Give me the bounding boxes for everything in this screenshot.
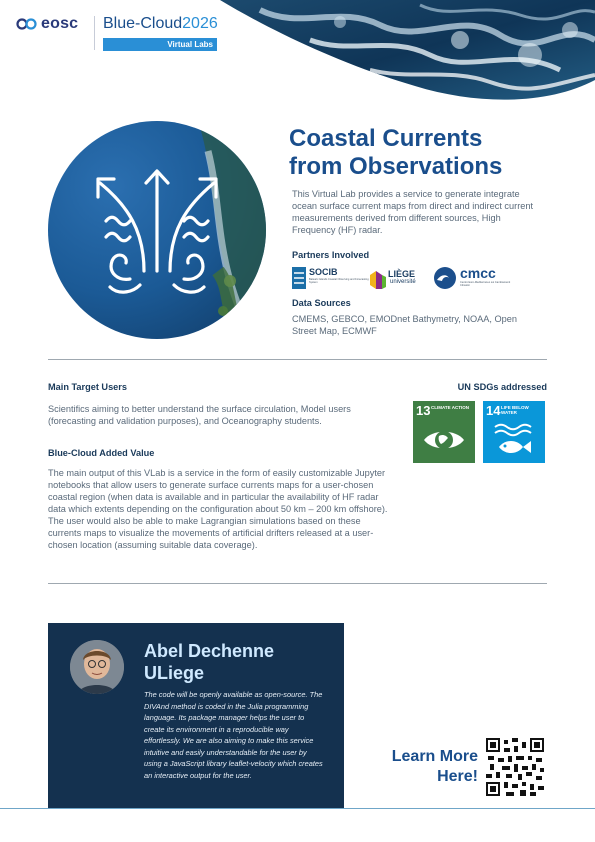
bluecloud-wordmark [103,15,218,33]
target-users-text: Scientifics aiming to better understand the surface circulation, Model users (forecasting and validation purposes), and Oceanography students. [48,404,351,426]
cmcc-subtitle: Centro Euro-Mediterraneo sui Cambiamenti Climatici [460,281,511,287]
title-line-2: from Observations [289,153,503,180]
page-title [289,125,589,181]
eosc-symbol-icon [16,18,38,30]
divider-bottom [48,583,547,584]
contact-text: The code will be openly available as open-source. The DIVAnd method is coded in the Julia programming language. Its package manager helps the user to create its environment in a reproducible way effortlessly. We are also aiming to make this service intuitive and easily understandable for the user by using a JavaScript library leaflet-velocity which creates an interactive output for the user. [144,690,323,780]
contact-avatar [70,640,124,694]
sdgs-heading: UN SDGs addressed [457,382,547,392]
socib-subtitle: Balearic Islands Coastal Observing and Forecasting System [309,278,369,284]
sdg-13-tile [413,401,475,463]
added-value-heading: Blue-Cloud Added Value [48,448,155,458]
socib-name: SOCIB [309,267,338,277]
added-value-text: The main output of this VLab is a service in the form of easily customizable Jupyter notebooks that allow users to generate surface currents maps for a user-chosen coastal region (when data is available and in particular the availability of HF radar data which extents depending on the configuration about 50 km – 200 km offshore). The user would also be able to make Lagrangian simulations based on these currents maps to visualize the movements of artificial drifters released at a user-chosen location (assuming suitable data coverage). [48,468,388,550]
target-users-heading: Main Target Users [48,382,127,392]
bluecloud-name: Blue-Cloud [103,15,183,32]
fish-water-icon [493,423,535,457]
partners-heading: Partners Involved [292,250,370,260]
coastal-currents-hero-image [48,121,266,339]
learn-more-link[interactable] [392,747,478,787]
contact-name-line-1: Abel Dechenne [144,641,275,661]
eosc-wordmark: eosc [41,15,79,32]
eosc-logo [16,15,78,33]
liege-sub: université [390,279,416,285]
cmcc-logo [433,265,513,291]
sdg-14-tile [483,401,545,463]
liege-symbol-icon [370,271,386,289]
cmcc-name: cmcc [460,265,496,281]
virtual-labs-badge: Virtual Labs [103,38,217,51]
person-photo [70,640,124,694]
divider-top [48,359,547,360]
learn-more-line-1: Learn More [391,748,478,765]
header-divider [94,16,95,50]
sdg-14-number: 14 [486,403,501,418]
liege-logo [370,268,426,290]
learn-more-line-2: Here! [437,768,478,785]
data-sources-text: CMEMS, GEBCO, EMODnet Bathymetry, NOAA, Open Street Map, ECMWF [292,314,517,336]
intro-paragraph: This Virtual Lab provides a service to generate integrate ocean surface current maps from direct and indirect current measurements derived from different sources, High Frequency (HF) radar. [292,189,534,235]
liege-name: LIÈGE [388,269,416,279]
socib-symbol-icon [292,267,306,289]
contact-name-line-2: ULiege [144,663,205,683]
contact-name [144,640,274,684]
cmcc-wave-icon [433,266,457,290]
sdg-13-number: 13 [416,403,431,418]
footer-line [0,808,595,809]
sdg-14-label: LIFE BELOW WATER [501,405,529,415]
climate-eye-icon [422,425,466,455]
data-sources-heading: Data Sources [292,298,351,308]
bluecloud-year: 2026 [182,15,218,32]
qr-code-icon[interactable] [486,738,544,796]
socib-logo [292,267,369,289]
title-line-1: Coastal Currents [289,125,483,152]
ocean-wave-header-image [220,0,595,105]
contact-card [48,623,344,809]
sdg-13-label: CLIMATE ACTION [431,405,469,410]
